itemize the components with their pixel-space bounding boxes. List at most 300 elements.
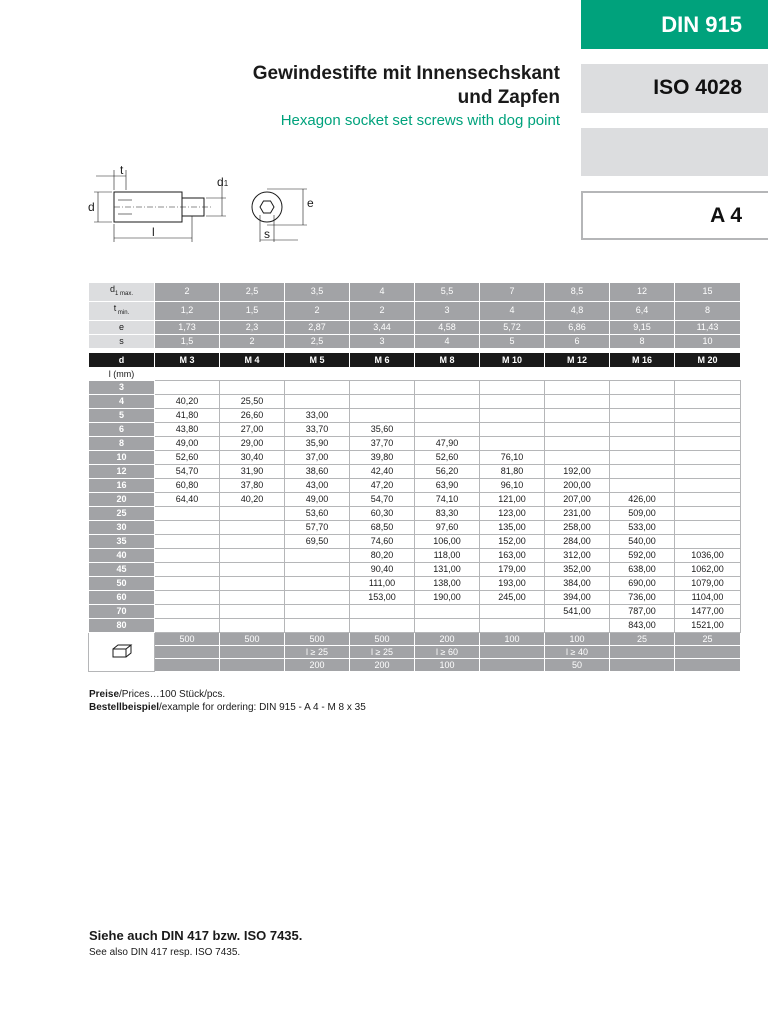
dimension-value: 5,72 [480,320,545,334]
packaging-cell [610,659,675,672]
price-cell [415,423,480,437]
label-d1: d1 [217,175,229,189]
dimension-value: 11,43 [675,320,741,334]
price-cell: 1477,00 [675,605,741,619]
price-cell [480,619,545,633]
price-cell [610,423,675,437]
size-header: M 3 [155,353,220,368]
price-cell [610,381,675,395]
price-cell: 1062,00 [675,563,741,577]
unit-row [89,368,741,381]
dimension-value: 1,73 [155,320,220,334]
price-cell [155,549,220,563]
size-header: M 20 [675,353,741,368]
packaging-cell: 50 [545,659,610,672]
dimension-value: 2 [285,301,350,320]
packaging-cell: 100 [545,633,610,646]
price-cell [220,577,285,591]
length-cell: 6 [89,423,155,437]
price-cell: 192,00 [545,465,610,479]
price-cell [220,381,285,395]
packaging-cell: 500 [350,633,415,646]
dimension-value: 2,87 [285,320,350,334]
price-cell: 74,60 [350,535,415,549]
price-cell: 35,90 [285,437,350,451]
packaging-cell: l ≥ 40 [545,646,610,659]
unit-label: l (mm) [108,369,135,379]
price-cell: 40,20 [220,493,285,507]
price-cell [285,605,350,619]
packaging-cell [220,659,285,672]
price-cell: 1079,00 [675,577,741,591]
title-line-2: und Zapfen [457,87,560,108]
header-corner: d [89,353,155,368]
price-cell [675,381,741,395]
packaging-cell [610,646,675,659]
price-cell [675,521,741,535]
dimension-value: 5 [480,334,545,348]
packaging-cell: 200 [415,633,480,646]
table-row [89,493,741,507]
price-cell [220,563,285,577]
price-cell: 38,60 [285,465,350,479]
price-cell: 83,30 [415,507,480,521]
dimension-row [89,301,741,320]
length-cell: 10 [89,451,155,465]
price-cell: 284,00 [545,535,610,549]
price-cell: 60,80 [155,479,220,493]
length-cell: 30 [89,521,155,535]
price-cell [545,409,610,423]
table-row [89,591,741,605]
price-cell [220,535,285,549]
price-cell [220,619,285,633]
price-cell [285,563,350,577]
price-cell [350,605,415,619]
table-row [89,507,741,521]
see-also-en: See also DIN 417 resp. ISO 7435. [89,947,241,958]
label-d: d [88,200,95,214]
price-cell: 690,00 [610,577,675,591]
dimension-table [88,282,741,349]
dimension-value: 3 [415,301,480,320]
length-cell: 16 [89,479,155,493]
price-cell: 1521,00 [675,619,741,633]
dimension-value: 1,5 [155,334,220,348]
packaging-cell: l ≥ 60 [415,646,480,659]
dimension-row [89,283,741,302]
price-cell: 135,00 [480,521,545,535]
dimension-value: 5,5 [415,283,480,302]
price-cell: 736,00 [610,591,675,605]
label-t: t [120,163,124,177]
packaging-cell [480,646,545,659]
price-cell [545,381,610,395]
price-cell: 123,00 [480,507,545,521]
dimension-value: 2,5 [220,283,285,302]
price-cell: 138,00 [415,577,480,591]
price-cell: 74,10 [415,493,480,507]
price-cell [545,395,610,409]
price-cell: 31,90 [220,465,285,479]
packaging-cell [155,659,220,672]
price-cell: 49,00 [285,493,350,507]
iso-tag: ISO 4028 [581,64,768,113]
packaging-cell: 500 [155,633,220,646]
price-cell [285,381,350,395]
price-cell [675,395,741,409]
table-row [89,535,741,549]
price-cell: 27,00 [220,423,285,437]
price-cell [155,507,220,521]
price-cell [155,591,220,605]
length-cell: 4 [89,395,155,409]
price-cell [610,409,675,423]
dimension-value: 8 [675,301,741,320]
price-cell: 179,00 [480,563,545,577]
price-cell [675,507,741,521]
price-cell [480,605,545,619]
price-cell: 426,00 [610,493,675,507]
table-row [89,437,741,451]
packaging-cell [675,659,741,672]
size-header: M 16 [610,353,675,368]
price-cell [350,619,415,633]
price-cell: 29,00 [220,437,285,451]
dimension-value: 2,3 [220,320,285,334]
length-cell: 3 [89,381,155,395]
dimension-value: 9,15 [610,320,675,334]
price-table-header [89,353,741,368]
price-cell: 47,20 [350,479,415,493]
price-cell: 49,00 [155,437,220,451]
order-example: Bestellbeispiel/example for ordering: DIN 915 - A 4 - M 8 x 35 [89,702,366,713]
packaging-cell [220,646,285,659]
price-cell: 63,90 [415,479,480,493]
price-cell: 207,00 [545,493,610,507]
price-cell: 97,60 [415,521,480,535]
price-cell: 1104,00 [675,591,741,605]
table-row [89,451,741,465]
price-cell: 843,00 [610,619,675,633]
packaging-cell [480,659,545,672]
price-cell: 52,60 [155,451,220,465]
price-cell [610,479,675,493]
packaging-cell [155,646,220,659]
price-cell [675,493,741,507]
price-cell: 352,00 [545,563,610,577]
table-row [89,395,741,409]
price-cell [155,535,220,549]
size-header: M 10 [480,353,545,368]
price-cell: 37,00 [285,451,350,465]
price-cell [155,577,220,591]
length-cell: 60 [89,591,155,605]
price-cell: 30,40 [220,451,285,465]
packaging-row [89,646,741,659]
price-cell [155,381,220,395]
dimension-value: 15 [675,283,741,302]
price-cell: 245,00 [480,591,545,605]
price-cell: 638,00 [610,563,675,577]
price-cell: 54,70 [155,465,220,479]
price-cell: 258,00 [545,521,610,535]
price-cell [675,535,741,549]
price-cell: 1036,00 [675,549,741,563]
price-cell: 54,70 [350,493,415,507]
price-cell [415,395,480,409]
label-l: l [152,225,155,239]
price-cell: 64,40 [155,493,220,507]
price-cell: 60,30 [350,507,415,521]
price-cell [545,437,610,451]
packaging-cell: 25 [675,633,741,646]
dimension-value: 8 [610,334,675,348]
price-cell [350,395,415,409]
box-icon [89,633,155,672]
packaging-cell: 25 [610,633,675,646]
price-cell [675,409,741,423]
price-cell [155,563,220,577]
length-cell: 80 [89,619,155,633]
dimension-value: 4,8 [545,301,610,320]
table-row [89,577,741,591]
price-cell: 592,00 [610,549,675,563]
table-row [89,465,741,479]
price-cell: 42,40 [350,465,415,479]
table-row [89,619,741,633]
dimension-value: 6 [545,334,610,348]
price-cell [675,465,741,479]
dimension-label: $d_{1 max.}$ [89,283,155,302]
price-cell [415,619,480,633]
length-cell: 45 [89,563,155,577]
price-cell [480,437,545,451]
packaging-cell: 200 [350,659,415,672]
price-cell [545,451,610,465]
length-cell: 50 [89,577,155,591]
price-cell: 37,70 [350,437,415,451]
price-cell: 43,00 [285,479,350,493]
price-cell: 384,00 [545,577,610,591]
price-cell: 40,20 [155,395,220,409]
price-cell [480,409,545,423]
price-cell: 193,00 [480,577,545,591]
price-cell [285,549,350,563]
price-cell: 52,60 [415,451,480,465]
price-cell: 33,70 [285,423,350,437]
page-title [140,62,560,110]
length-cell: 12 [89,465,155,479]
dimension-row [89,320,741,334]
blank-tag [581,128,768,176]
price-cell: 43,80 [155,423,220,437]
table-row [89,479,741,493]
notes [89,688,366,714]
dimension-value: 1,5 [220,301,285,320]
price-cell: 152,00 [480,535,545,549]
price-cell: 47,90 [415,437,480,451]
dimension-value: 2,5 [285,334,350,348]
packaging-cell [675,646,741,659]
dimension-value: 8,5 [545,283,610,302]
price-cell [545,619,610,633]
price-cell: 90,40 [350,563,415,577]
dimension-label: e [89,320,155,334]
dimension-value: 1,2 [155,301,220,320]
price-cell [415,605,480,619]
price-cell: 53,60 [285,507,350,521]
table-row [89,409,741,423]
price-cell: 35,60 [350,423,415,437]
price-cell: 25,50 [220,395,285,409]
table-row [89,381,741,395]
price-cell [610,451,675,465]
length-cell: 40 [89,549,155,563]
price-cell [220,521,285,535]
length-cell: 70 [89,605,155,619]
packaging-cell: 500 [285,633,350,646]
price-cell [285,395,350,409]
length-cell: 5 [89,409,155,423]
price-cell [350,409,415,423]
price-cell: 80,20 [350,549,415,563]
table-row [89,423,741,437]
price-cell: 163,00 [480,549,545,563]
table-row [89,521,741,535]
label-e: e [307,196,314,210]
price-cell: 312,00 [545,549,610,563]
see-also [89,928,302,958]
price-cell [155,521,220,535]
price-cell [480,395,545,409]
dimension-value: 6,4 [610,301,675,320]
price-table [88,352,741,672]
price-cell: 26,60 [220,409,285,423]
table-row [89,563,741,577]
price-cell: 540,00 [610,535,675,549]
price-cell: 509,00 [610,507,675,521]
price-cell: 69,50 [285,535,350,549]
price-cell: 96,10 [480,479,545,493]
dimension-label: t $_{min.}$ [89,301,155,320]
price-cell: 39,80 [350,451,415,465]
price-cell: 56,20 [415,465,480,479]
price-cell [545,423,610,437]
price-cell [220,591,285,605]
price-cell [675,479,741,493]
packaging-cell: l ≥ 25 [350,646,415,659]
price-cell [155,619,220,633]
dimension-value: 2 [350,301,415,320]
title-line-1: Gewindestifte mit Innensechskant [252,63,560,84]
price-cell [350,381,415,395]
price-cell [285,577,350,591]
end-view-circle [252,192,282,222]
size-header: M 8 [415,353,480,368]
label-s: s [264,227,270,241]
dimension-value: 4,58 [415,320,480,334]
size-header: M 5 [285,353,350,368]
packaging-cell: 100 [480,633,545,646]
price-cell [610,437,675,451]
size-header: M 12 [545,353,610,368]
material-tag: A 4 [581,191,768,240]
price-cell: 76,10 [480,451,545,465]
price-cell: 111,00 [350,577,415,591]
packaging-row [89,633,741,646]
price-cell [480,381,545,395]
dimension-value: 7 [480,283,545,302]
packaging-cell: l ≥ 25 [285,646,350,659]
price-cell: 541,00 [545,605,610,619]
price-cell: 37,80 [220,479,285,493]
price-cell: 121,00 [480,493,545,507]
dimension-row [89,334,741,348]
price-cell [415,409,480,423]
table-row [89,549,741,563]
see-also-de: Siehe auch DIN 417 bzw. ISO 7435. [89,928,303,943]
technical-drawing [82,160,322,250]
dimension-value: 2 [155,283,220,302]
length-cell: 35 [89,535,155,549]
price-cell: 131,00 [415,563,480,577]
price-cell [285,591,350,605]
dimension-value: 4 [350,283,415,302]
packaging-cell: 500 [220,633,285,646]
price-cell: 231,00 [545,507,610,521]
price-cell: 533,00 [610,521,675,535]
length-cell: 25 [89,507,155,521]
price-cell [675,423,741,437]
price-cell: 153,00 [350,591,415,605]
dimension-value: 4 [415,334,480,348]
price-cell [610,395,675,409]
price-cell [675,437,741,451]
dimension-value: 12 [610,283,675,302]
price-cell [220,549,285,563]
dimension-value: 3,44 [350,320,415,334]
size-header: M 6 [350,353,415,368]
price-cell [610,465,675,479]
price-cell [480,423,545,437]
dimension-label: s [89,334,155,348]
dimension-value: 3,5 [285,283,350,302]
price-cell: 106,00 [415,535,480,549]
packaging-cell: 200 [285,659,350,672]
price-cell: 190,00 [415,591,480,605]
dimension-value: 3 [350,334,415,348]
dimension-value: 2 [220,334,285,348]
price-cell: 68,50 [350,521,415,535]
standard-tag: DIN 915 [581,0,768,49]
table-row [89,605,741,619]
dimension-value: 10 [675,334,741,348]
length-cell: 8 [89,437,155,451]
size-header: M 4 [220,353,285,368]
price-cell: 81,80 [480,465,545,479]
dimension-value: 6,86 [545,320,610,334]
packaging-row [89,659,741,672]
price-cell: 787,00 [610,605,675,619]
price-cell [415,381,480,395]
prices-note: Preise/Prices…100 Stück/pcs. [89,689,226,700]
page-subtitle: Hexagon socket set screws with dog point [280,112,560,129]
price-cell: 41,80 [155,409,220,423]
dimension-value: 4 [480,301,545,320]
price-cell: 118,00 [415,549,480,563]
price-cell: 57,70 [285,521,350,535]
